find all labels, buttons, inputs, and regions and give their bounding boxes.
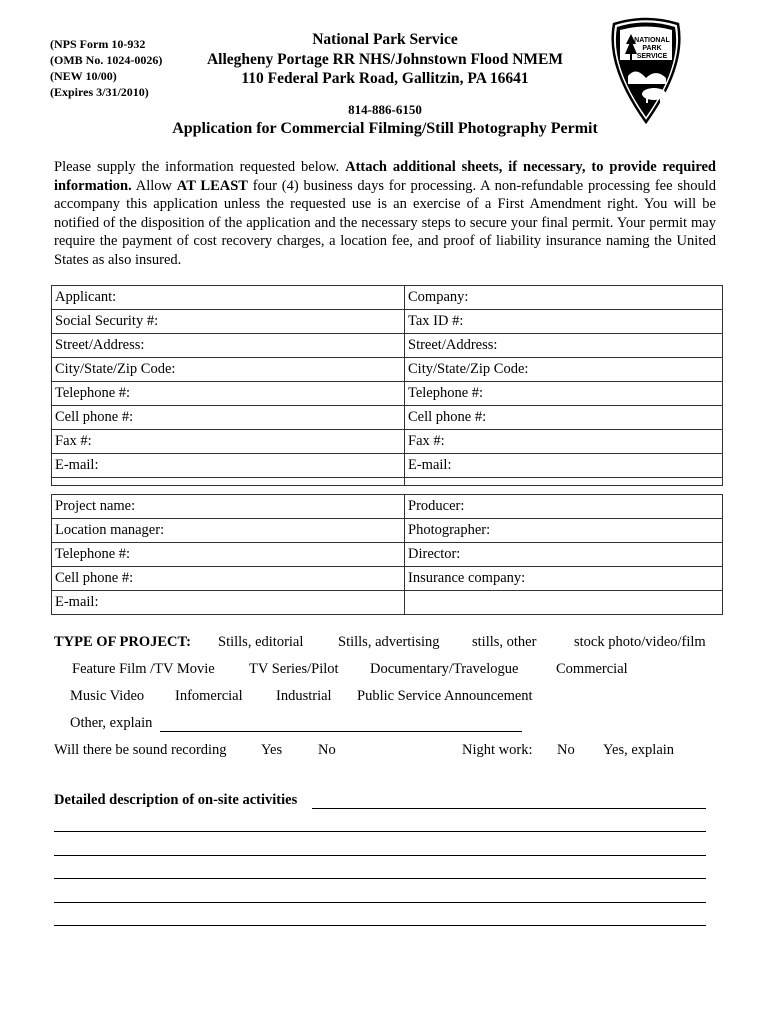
applicant-telephone-field[interactable]: Telephone #: <box>52 382 405 406</box>
project-type-label <box>54 634 191 651</box>
agency-header <box>180 30 590 89</box>
instructions-paragraph <box>54 158 716 270</box>
option-music-video[interactable]: Music Video <box>70 688 145 704</box>
logo-text-national: NATIONAL <box>634 37 670 44</box>
intro-text-2: Allow <box>131 177 177 194</box>
table-row <box>52 334 723 358</box>
applicant-cell-field[interactable]: Cell phone #: <box>52 406 405 430</box>
producer-field[interactable]: Producer: <box>405 495 723 519</box>
company-cell-field[interactable]: Cell phone #: <box>405 406 723 430</box>
omb-number: (OMB No. 1024-0026) <box>50 53 163 67</box>
intro-bold-at-least: AT LEAST <box>176 177 248 194</box>
option-stills-advertising[interactable]: Stills, advertising <box>338 634 440 650</box>
description-line[interactable] <box>54 855 706 856</box>
company-email-field[interactable]: E-mail: <box>405 454 723 478</box>
table-row <box>52 519 723 543</box>
table-row <box>52 382 723 406</box>
empty-field[interactable] <box>405 591 723 615</box>
insurance-company-field[interactable]: Insurance company: <box>405 567 723 591</box>
intro-text-1: Please supply the information requested below. <box>54 159 346 175</box>
night-no-option[interactable]: No <box>557 742 575 758</box>
other-explain-label: Other, explain <box>70 715 153 731</box>
sound-no-option[interactable]: No <box>318 742 336 758</box>
form-edition: (NEW 10/00) <box>50 69 117 83</box>
table-row <box>52 358 723 382</box>
director-field[interactable]: Director: <box>405 543 723 567</box>
applicant-fax-field[interactable]: Fax #: <box>52 430 405 454</box>
intro-text-3: four (4) business days for processing. A non-refundable processing fee should accompany this application unless the requested use is an exercise of a First Amendment right. You will be notified of the disposition of the application and the necessary steps to secure your final permit. Your permit may require the payment of cost recovery charges, a location fee, and proof of liability insurance naming the United States as also insured. <box>54 177 716 268</box>
form-expiration: (Expires 3/31/2010) <box>50 85 149 99</box>
option-commercial[interactable]: Commercial <box>556 661 628 677</box>
company-telephone-field[interactable]: Telephone #: <box>405 382 723 406</box>
table-row <box>52 567 723 591</box>
intro-bold-attach: Attach additional sheets, if necessary, to provide required information. <box>54 159 717 194</box>
night-yes-option[interactable]: Yes, explain <box>603 742 675 758</box>
table-row <box>52 430 723 454</box>
table-row <box>52 454 723 478</box>
other-explain-line[interactable] <box>160 731 522 732</box>
form-identifier <box>50 36 162 100</box>
option-stock-photo[interactable]: stock photo/video/film <box>574 634 706 650</box>
table-row <box>52 406 723 430</box>
tax-id-field[interactable]: Tax ID #: <box>405 310 723 334</box>
description-label <box>54 792 297 809</box>
park-phone: 814-886-6150 <box>348 102 422 117</box>
company-city-field[interactable]: City/State/Zip Code: <box>405 358 723 382</box>
option-documentary[interactable]: Documentary/Travelogue <box>370 661 519 677</box>
location-manager-field[interactable]: Location manager: <box>52 519 405 543</box>
applicant-field[interactable]: Applicant: <box>52 286 405 310</box>
park-name: Allegheny Portage RR NHS/Johnstown Flood NMEM <box>206 50 564 68</box>
park-address: 110 Federal Park Road, Gallitzin, PA 16641 <box>241 70 529 87</box>
photographer-field[interactable]: Photographer: <box>405 519 723 543</box>
company-street-field[interactable]: Street/Address: <box>405 334 723 358</box>
option-tv-series[interactable]: TV Series/Pilot <box>249 661 339 677</box>
project-type-heading: TYPE OF PROJECT: <box>54 634 191 650</box>
spacer-cell <box>52 478 405 486</box>
applicant-street-field[interactable]: Street/Address: <box>52 334 405 358</box>
logo-text-park: PARK <box>642 45 662 52</box>
agency-name: National Park Service <box>312 31 458 48</box>
description-line[interactable] <box>54 902 706 903</box>
project-cell-field[interactable]: Cell phone #: <box>52 567 405 591</box>
table-row <box>52 543 723 567</box>
table-row <box>52 591 723 615</box>
option-stills-other[interactable]: stills, other <box>472 634 537 650</box>
table-row <box>52 310 723 334</box>
project-info-table <box>51 494 723 615</box>
description-line[interactable] <box>54 831 706 832</box>
applicant-city-field[interactable]: City/State/Zip Code: <box>52 358 405 382</box>
option-industrial[interactable]: Industrial <box>276 688 332 704</box>
company-field[interactable]: Company: <box>405 286 723 310</box>
spacer-cell <box>405 478 723 486</box>
description-line[interactable] <box>54 925 706 926</box>
table-row <box>52 495 723 519</box>
sound-yes-option[interactable]: Yes <box>261 742 283 758</box>
applicant-info-table <box>51 285 723 486</box>
sound-recording-label: Will there be sound recording <box>54 742 227 758</box>
company-fax-field[interactable]: Fax #: <box>405 430 723 454</box>
description-line-first[interactable] <box>312 808 706 809</box>
option-feature-film[interactable]: Feature Film /TV Movie <box>72 661 215 677</box>
page-title: Application for Commercial Filming/Still Photography Permit <box>172 120 598 137</box>
night-work-label: Night work: <box>462 742 533 758</box>
option-infomercial[interactable]: Infomercial <box>175 688 243 704</box>
nps-arrowhead-logo-icon <box>606 16 686 126</box>
description-line[interactable] <box>54 878 706 879</box>
table-row <box>52 478 723 486</box>
table-row <box>52 286 723 310</box>
option-psa[interactable]: Public Service Announcement <box>357 688 533 704</box>
option-stills-editorial[interactable]: Stills, editorial <box>218 634 304 650</box>
ssn-field[interactable]: Social Security #: <box>52 310 405 334</box>
project-telephone-field[interactable]: Telephone #: <box>52 543 405 567</box>
logo-text-service: SERVICE <box>636 53 668 60</box>
applicant-email-field[interactable]: E-mail: <box>52 454 405 478</box>
project-email-field[interactable]: E-mail: <box>52 591 405 615</box>
form-number: (NPS Form 10-932 <box>50 37 146 51</box>
description-heading: Detailed description of on-site activities <box>54 792 298 808</box>
project-name-field[interactable]: Project name: <box>52 495 405 519</box>
